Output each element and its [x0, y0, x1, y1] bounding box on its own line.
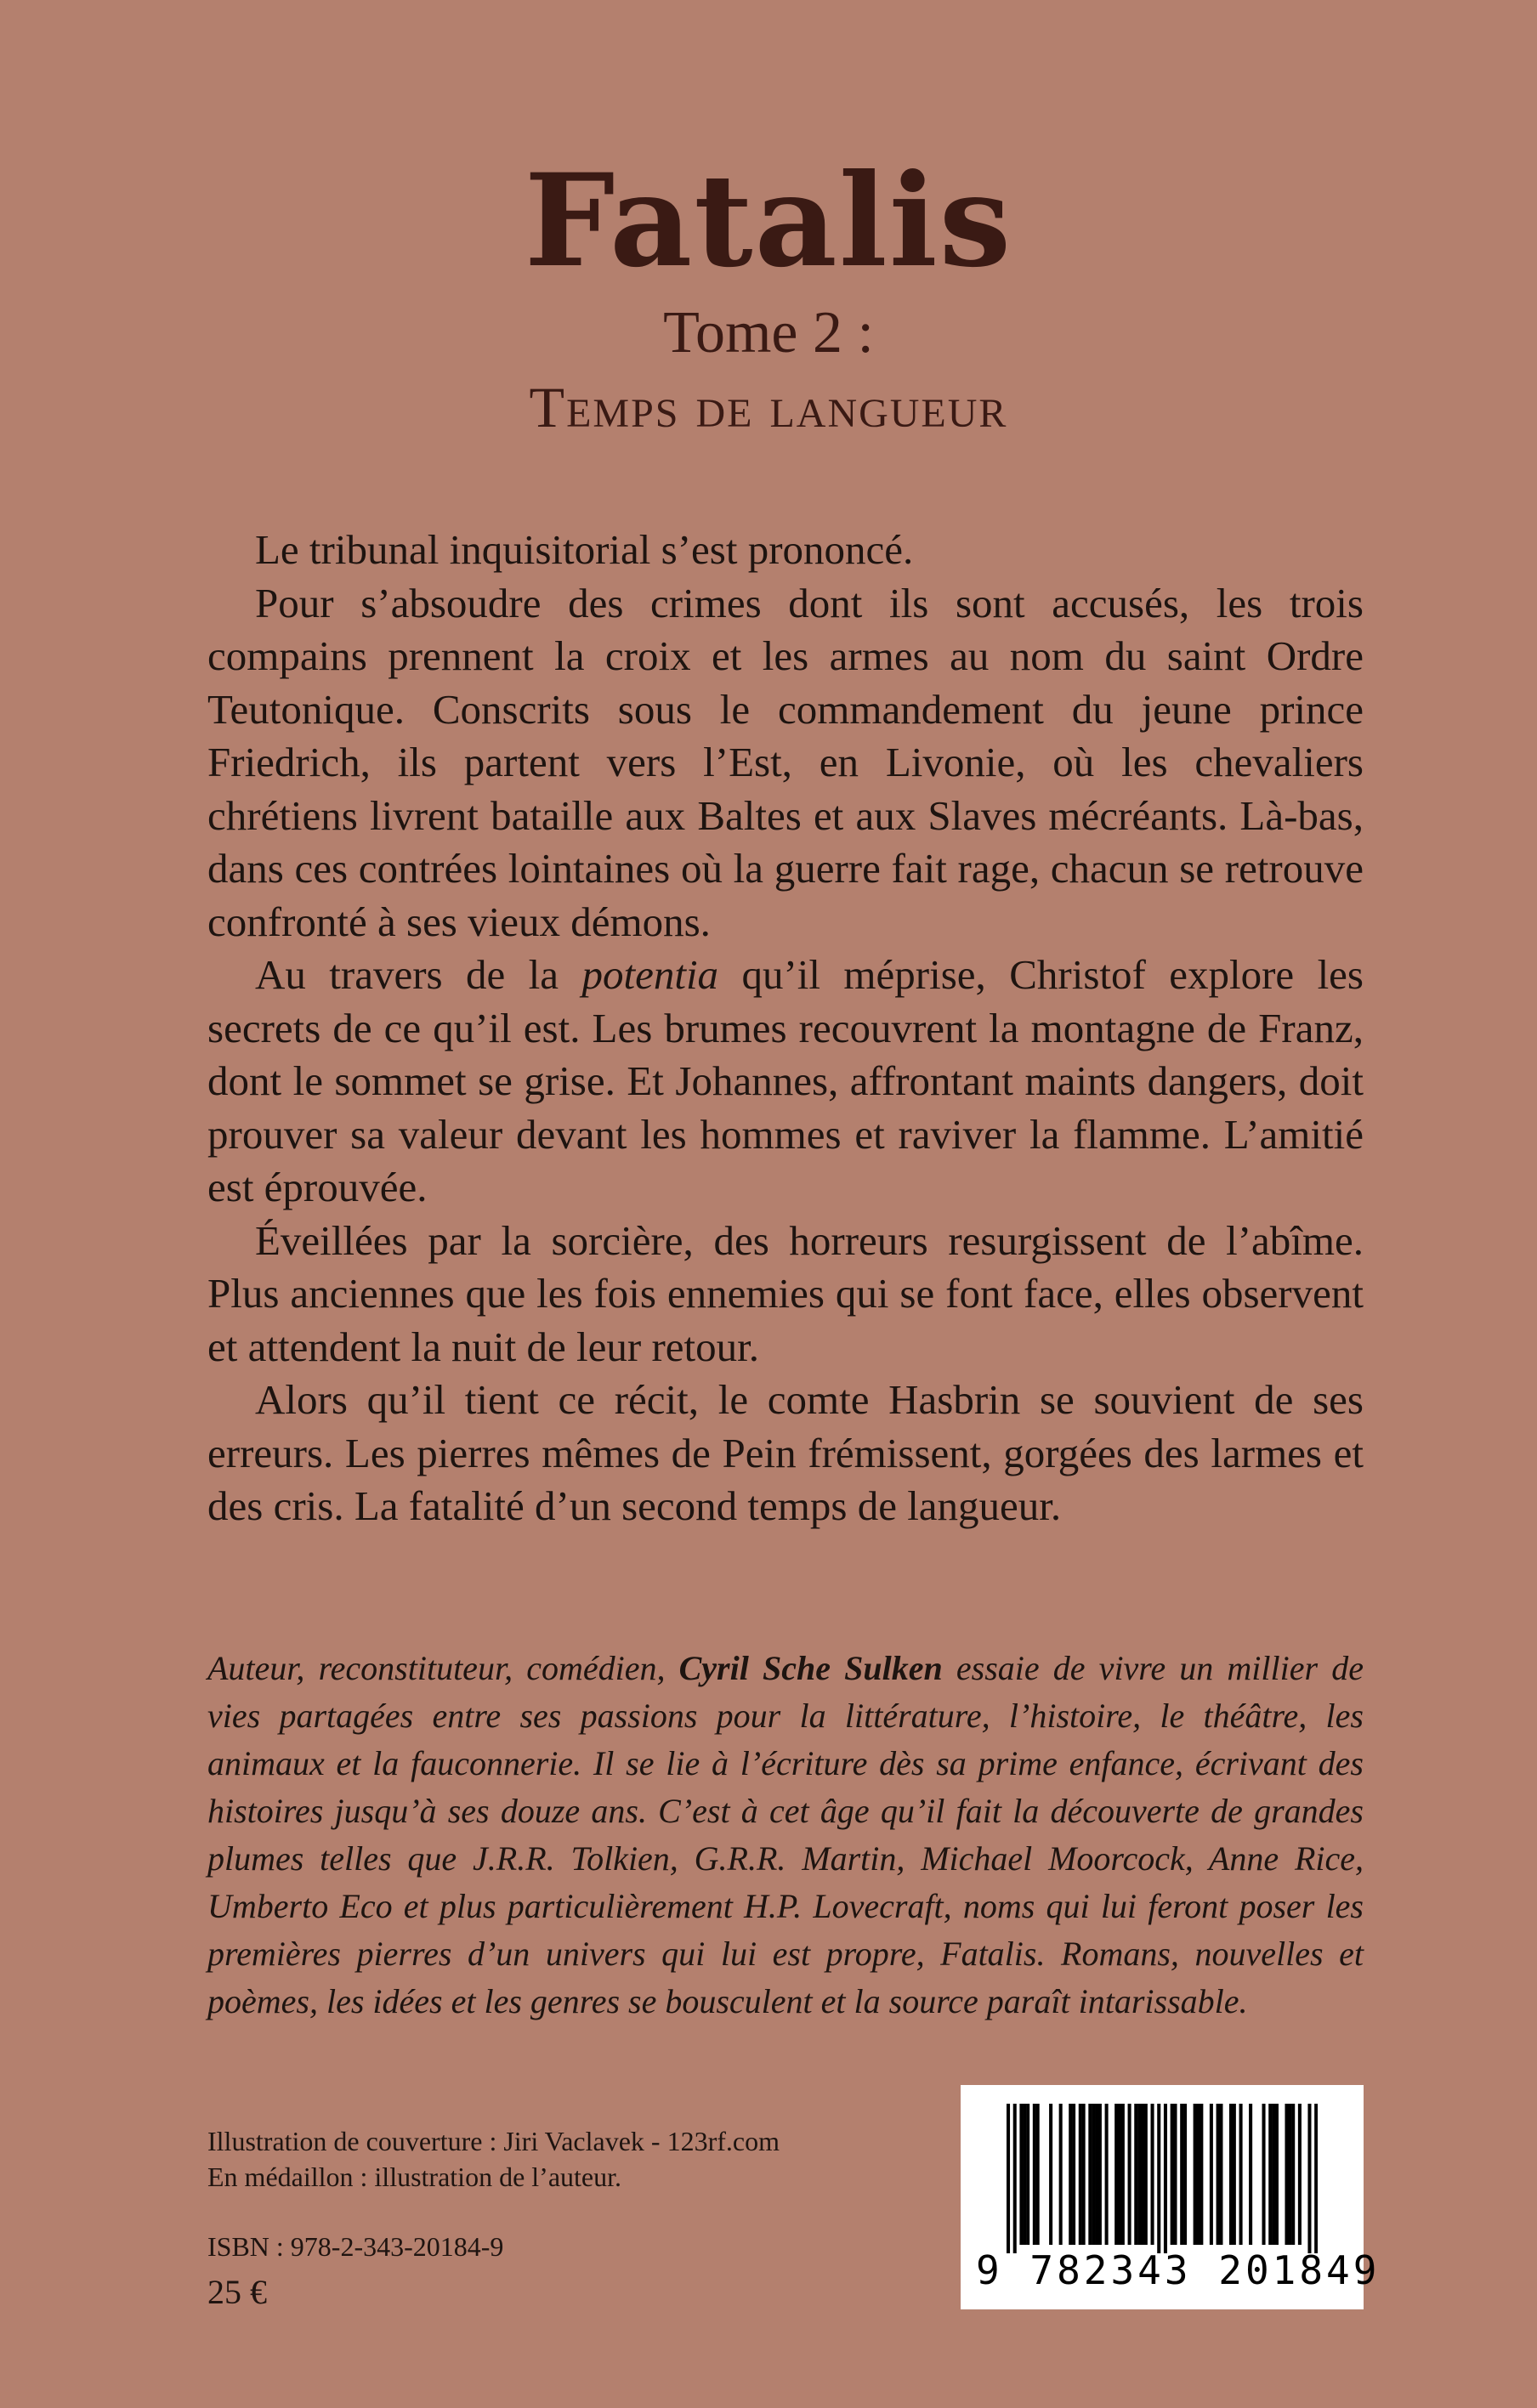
isbn: ISBN : 978-2-343-20184-9 [207, 2231, 504, 2262]
barcode-bar [1088, 2104, 1092, 2245]
synopsis-p3-italic: potentia [581, 951, 719, 998]
barcode-bar [1049, 2104, 1052, 2245]
title-block [0, 144, 1537, 445]
barcode-bar [1157, 2104, 1160, 2253]
barcode-bar [1059, 2104, 1063, 2245]
barcode-bar [1019, 2104, 1023, 2245]
barcode-bar [1314, 2104, 1318, 2253]
barcode-bar [1285, 2104, 1288, 2245]
illustration-credits [207, 2123, 905, 2195]
medallion-credit: En médaillon : illustration de l’auteur. [207, 2162, 621, 2192]
book-subtitle: Temps de langueur [529, 375, 1008, 439]
synopsis-p3-end: qu’il méprise, Christof explore les secrets de ce qu’il est. Les brumes recouvrent la montagne de Franz, dont le sommet se grise. Et Johannes, affrontant maints dangers, doit prouver sa valeur devant les hommes et raviver la flamme. L’amitié est éprouvée. [207, 951, 1364, 1210]
barcode-digits: 9 782343 201849 [976, 2247, 1381, 2293]
barcode-bar [1183, 2104, 1187, 2245]
barcode-bar [1072, 2104, 1075, 2245]
barcode-bar [1023, 2104, 1026, 2245]
barcode-bar [1134, 2104, 1137, 2245]
barcode-bar [1196, 2104, 1200, 2245]
barcode-bar [1210, 2104, 1213, 2245]
price: 25 € [207, 2273, 267, 2311]
synopsis-paragraph-1: Le tribunal inquisitorial s’est prononcé. [255, 526, 914, 573]
barcode [961, 2085, 1381, 2309]
barcode-bar [1249, 2104, 1252, 2245]
barcode-bar [1200, 2104, 1203, 2245]
barcode-bar [1288, 2104, 1291, 2245]
barcode-bar [1164, 2104, 1167, 2253]
synopsis-paragraph-3 [207, 949, 1364, 1215]
barcode-bar [1114, 2104, 1118, 2245]
barcode-bar [1180, 2104, 1183, 2245]
barcode-bar [1275, 2104, 1279, 2245]
barcode-bar [1092, 2104, 1095, 2245]
barcode-bar [1026, 2104, 1029, 2245]
barcode-bar [1194, 2104, 1197, 2245]
author-name: Cyril Sche Sulken [678, 1649, 943, 1687]
barcode-bar [1105, 2104, 1109, 2245]
synopsis-paragraph-5: Alors qu’il tient ce récit, le comte Hasbrin se souvient de ses erreurs. Les pierres mêmes de Pein frémissent, gorgées des larmes et des cris. La fatalité d’un second temps de langueur. [207, 1376, 1364, 1529]
barcode-bar [1173, 2104, 1177, 2245]
barcode-bar [1291, 2104, 1295, 2245]
cover-credit: Illustration de couverture : Jiri Vaclavek - 123rf.com [207, 2126, 780, 2156]
author-bio [207, 1645, 1364, 2026]
synopsis-p3-start: Au travers de la [255, 951, 582, 998]
barcode-bar [1137, 2104, 1141, 2245]
book-title: Fatalis [524, 146, 1013, 296]
barcode-bar [1079, 2104, 1082, 2245]
barcode-bar [1229, 2104, 1233, 2245]
barcode-bar [1219, 2104, 1222, 2245]
barcode-bar [1033, 2104, 1036, 2245]
synopsis-paragraph-2: Pour s’absoudre des crimes dont ils sont accusés, les trois compains prennent la croix et les armes au nom du saint Ordre Teutonique. Conscrits sous le commandement du jeune prince Friedrich, ils partent vers l’Est, en Livonie, où les chevaliers chrétiens livrent bataille aux Baltes et aux Slaves mécréants. Là-bas, dans ces contrées lointaines où la guerre fait rage, chacun se retrouve confronté à ses vieux démons. [207, 579, 1364, 945]
barcode-bar [1151, 2104, 1154, 2245]
barcode-bar [1239, 2104, 1243, 2245]
barcode-bar [1118, 2104, 1121, 2245]
volume-label: Tome 2 : [663, 300, 874, 365]
bio-end: essaie de vivre un millier de vies partagées entre ses passions pour la littérature, l’histoire, le théâtre, les animaux et la fauconnerie. Il se lie à l’écriture dès sa prime enfance, écrivant des histoires jusqu’à ses douze ans. C’est à cet âge qu’il fait la découverte de grandes plumes telles que J.R.R. Tolkien, G.R.R. Martin, Michael Moorcock, Anne Rice, Umberto Eco et plus particulièrement H.P. Lovecraft, noms qui lui feront poser les premières pierres d’un univers qui lui est propre, Fatalis. Romans, nouvelles et poèmes, les idées et les genres se bousculent et la source paraît intarissable. [207, 1649, 1364, 2020]
barcode-bar [1013, 2104, 1017, 2253]
barcode-bar [1036, 2104, 1040, 2245]
synopsis [207, 524, 1364, 1533]
barcode-bar [1272, 2104, 1275, 2245]
barcode-bar [1144, 2104, 1148, 2245]
barcode-bar [1128, 2104, 1131, 2245]
barcode-bar [1171, 2104, 1174, 2245]
barcode-bar [1307, 2104, 1311, 2253]
barcode-bar [1217, 2104, 1220, 2245]
barcode-bar [1141, 2104, 1144, 2245]
barcode-bar [1298, 2104, 1302, 2245]
barcode-bars [1007, 2104, 1318, 2253]
barcode-bar [1098, 2104, 1102, 2245]
barcode-bar [1007, 2104, 1010, 2253]
barcode-bar [1121, 2104, 1125, 2245]
barcode-bar [1069, 2104, 1072, 2245]
barcode-bar [1095, 2104, 1098, 2245]
barcode-bar [1262, 2104, 1266, 2245]
synopsis-paragraph-4: Éveillées par la sorcière, des horreurs resurgissent de l’abîme. Plus anciennes que les fois ennemies qui se font face, elles observent et attendent la nuit de leur retour. [207, 1216, 1364, 1370]
barcode-bar [1268, 2104, 1272, 2245]
barcode-bar [1233, 2104, 1236, 2245]
barcode-bar [1082, 2104, 1086, 2245]
bio-start: Auteur, reconstituteur, comédien, [207, 1649, 679, 1687]
